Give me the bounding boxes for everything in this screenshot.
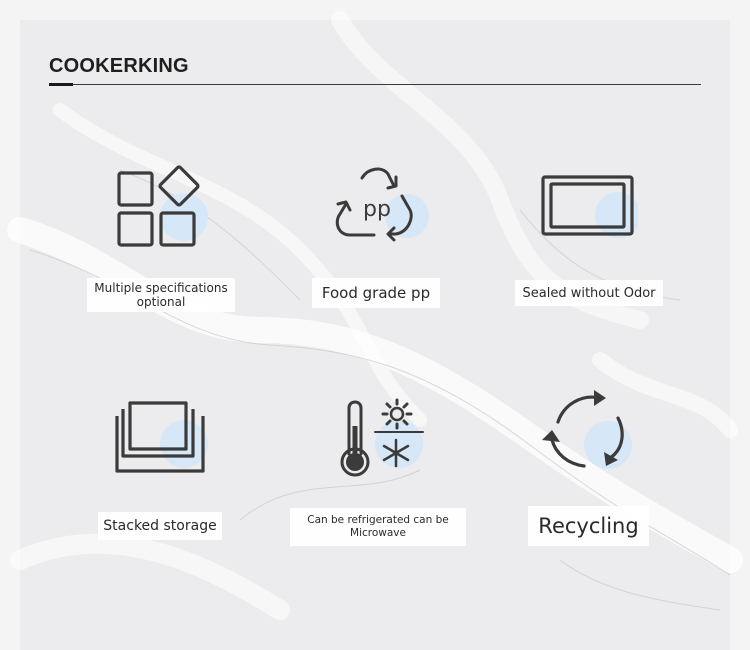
stacked-boxes-icon [110, 396, 210, 486]
feature-label-text: Recycling [538, 514, 639, 538]
pp-symbol-text: pp [363, 197, 391, 222]
title-divider [49, 84, 701, 85]
feature-label-text: Sealed without Odor [522, 285, 656, 301]
recycle-pp-icon [330, 160, 430, 250]
feature-label-text: Multiple specifications optional [94, 281, 228, 309]
feature-label-refrigerated-microwave [290, 508, 466, 546]
title-divider-accent [49, 83, 73, 86]
feature-label-sealed [515, 280, 663, 306]
feature-label-stacked [98, 512, 222, 540]
feature-label-text: Food grade pp [321, 284, 431, 302]
feature-label-multiple-specifications [87, 278, 235, 312]
feature-label-text: Can be refrigerated can be Microwave [307, 514, 449, 539]
thermometer-sun-snow-icon [335, 396, 435, 486]
sealed-box-icon [538, 160, 638, 250]
grid-shapes-icon [112, 160, 212, 250]
brand-title: COOKERKING [49, 55, 189, 77]
feature-label-food-grade [312, 278, 440, 308]
recycling-arrows-icon [538, 382, 638, 472]
feature-label-recycling [528, 506, 649, 546]
feature-label-text: Stacked storage [103, 518, 217, 534]
